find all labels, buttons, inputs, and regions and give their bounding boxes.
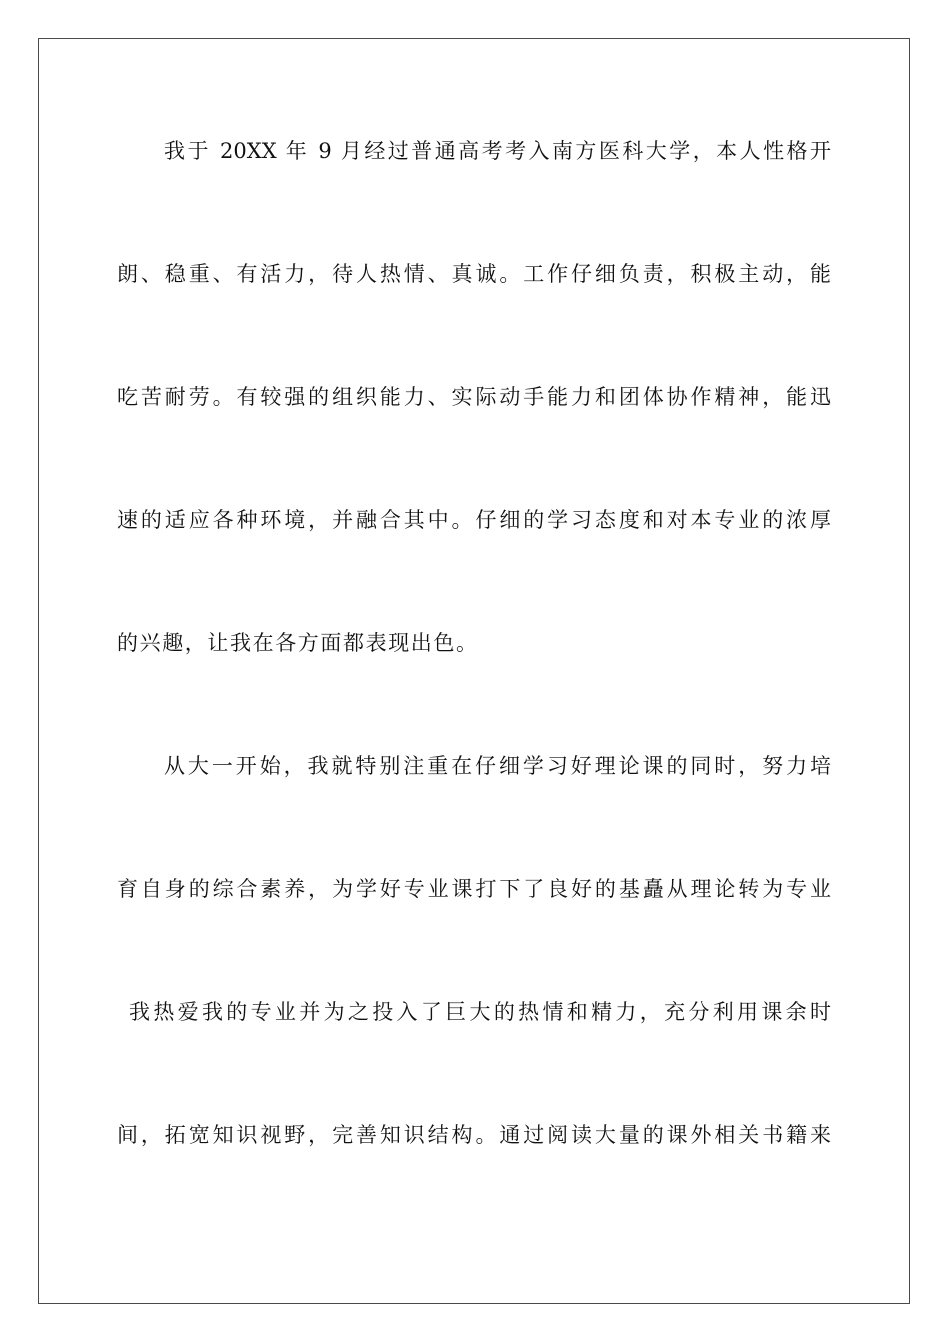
paragraph-2-line-1: 从大一开始，我就特别注重在仔细学习好理论课的同时，努力培 xyxy=(164,754,831,778)
paragraph-2-line-4: 间，拓宽知识视野，完善知识结构。通过阅读大量的课外相关书籍来 xyxy=(117,1123,831,1147)
page-frame xyxy=(38,38,910,1304)
paragraph-1-line-2: 朗、稳重、有活力，待人热情、真诚。工作仔细负责，积极主动，能 xyxy=(117,262,831,286)
paragraph-1-line-1: 我于 20XX 年 9 月经过普通高考考入南方医科大学，本人性格开 xyxy=(164,139,831,163)
paragraph-1-line-3: 吃苦耐劳。有较强的组织能力、实际动手能力和团体协作精神，能迅 xyxy=(117,385,831,409)
paragraph-2-line-2: 育自身的综合素养，为学好专业课打下了良好的基矗从理论转为专业 xyxy=(117,877,831,901)
paragraph-1-line-5: 的兴趣，让我在各方面都表现出色。 xyxy=(117,631,479,655)
paragraph-2-line-3: 我热爱我的专业并为之投入了巨大的热情和精力，充分利用课余时 xyxy=(129,1000,831,1024)
paragraph-1-line-4: 速的适应各种环境，并融合其中。仔细的学习态度和对本专业的浓厚 xyxy=(117,508,831,532)
